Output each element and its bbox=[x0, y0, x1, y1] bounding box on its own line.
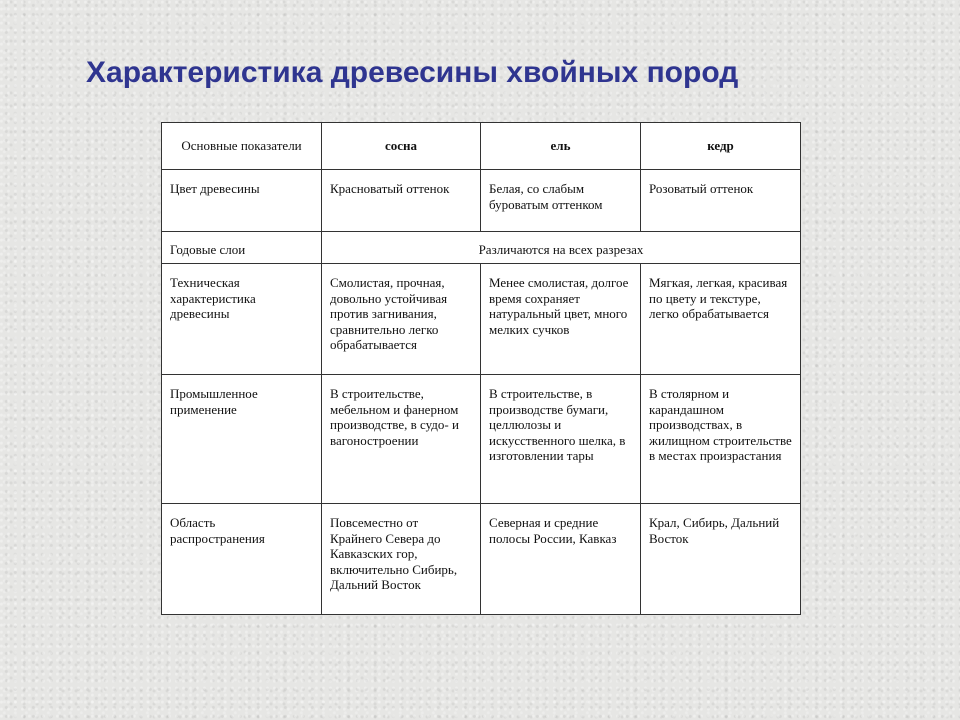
header-pine: сосна bbox=[322, 123, 481, 170]
table-cell: Повсеместно от Крайнего Севера до Кавказских гор, включительно Сибирь, Дальний Восток bbox=[322, 504, 481, 615]
table-row bbox=[162, 504, 801, 615]
table-row bbox=[162, 170, 801, 232]
row-label-annual-rings: Годовые слои bbox=[162, 232, 322, 264]
table-row bbox=[162, 232, 801, 264]
header-cedar: кедр bbox=[641, 123, 801, 170]
row-label-industrial-use: Промышленное применение bbox=[162, 375, 322, 504]
table-cell: Красноватый оттенок bbox=[322, 170, 481, 232]
comparison-table bbox=[161, 122, 801, 615]
table-cell: Менее смолистая, долгое время сохраняет натуральный цвет, много мелких сучков bbox=[481, 264, 641, 375]
table-cell: Смолистая, прочная, довольно устойчивая против загнивания, сравнительно легко обрабатывается bbox=[322, 264, 481, 375]
table-cell: В столярном и карандашном производствах, в жилищном строительстве в местах произрастания bbox=[641, 375, 801, 504]
table-cell: В строительстве, в производстве бумаги, целлюлозы и искусственного шелка, в изготовлении тары bbox=[481, 375, 641, 504]
row-label-wood-color: Цвет древесины bbox=[162, 170, 322, 232]
header-indicators: Основные показатели bbox=[162, 123, 322, 170]
row-label-distribution-area: Область распространения bbox=[162, 504, 322, 615]
comparison-table-container bbox=[161, 122, 800, 615]
table-cell: В строительстве, мебельном и фанерном производстве, в судо- и вагоностроении bbox=[322, 375, 481, 504]
page-title: Характеристика древесины хвойных пород bbox=[86, 56, 739, 89]
table-cell: Северная и средние полосы России, Кавказ bbox=[481, 504, 641, 615]
table-cell-merged: Различаются на всех разрезах bbox=[322, 232, 801, 264]
table-row bbox=[162, 375, 801, 504]
table-cell: Мягкая, легкая, красивая по цвету и текстуре, легко обрабатывается bbox=[641, 264, 801, 375]
table-cell: Крал, Сибирь, Дальний Восток bbox=[641, 504, 801, 615]
row-label-technical-characteristics: Техническая характеристика древесины bbox=[162, 264, 322, 375]
table-row bbox=[162, 264, 801, 375]
table-header-row bbox=[162, 123, 801, 170]
header-spruce: ель bbox=[481, 123, 641, 170]
table-cell: Розоватый оттенок bbox=[641, 170, 801, 232]
table-cell: Белая, со слабым буроватым оттенком bbox=[481, 170, 641, 232]
